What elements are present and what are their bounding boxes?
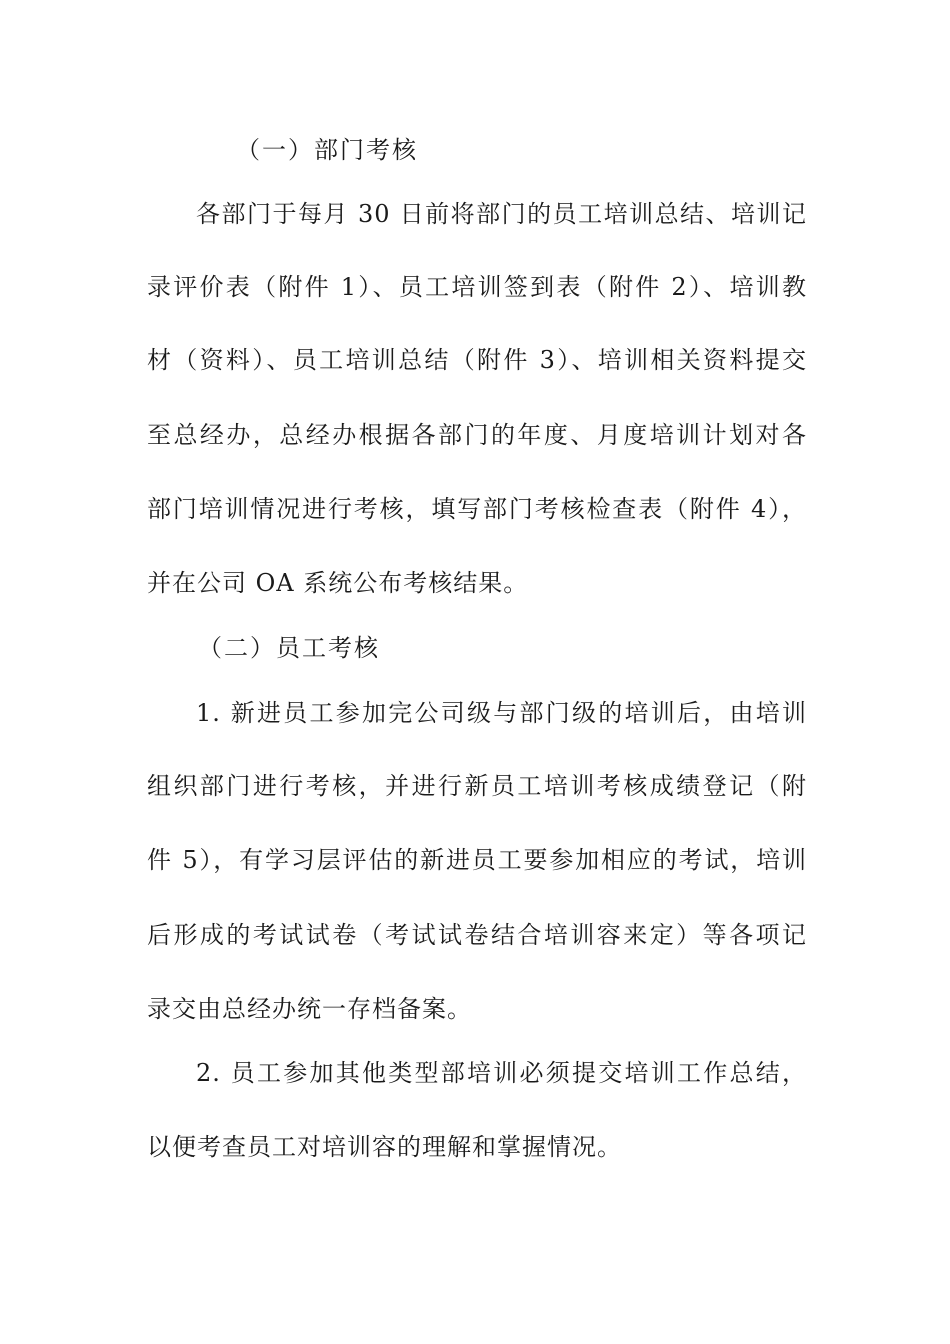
item-one-line: 1. 新进员工参加完公司级与部门级的培训后，由培训 — [196, 699, 807, 727]
item-two-line: 2. 员工参加其他类型部培训必须提交培训工作总结， — [196, 1059, 807, 1087]
item-one-line: 组织部门进行考核，并进行新员工培训考核成绩登记（附 — [147, 772, 807, 800]
section-one-line: 并在公司 OA 系统公布考核结果。 — [147, 569, 529, 597]
item-one-line: 录交由总经办统一存档备案。 — [147, 995, 472, 1023]
section-one-line: 各部门于每月 30 日前将部门的员工培训总结、培训记 — [196, 200, 807, 228]
section-one-line: 录评价表（附件 1）、员工培训签到表（附件 2）、培训教 — [147, 273, 807, 301]
item-one-line: 后形成的考试试卷（考试试卷结合培训容来定）等各项记 — [147, 921, 807, 949]
section-one-line: 材（资料）、员工培训总结（附件 3）、培训相关资料提交 — [147, 346, 807, 374]
section-two-heading: （二）员工考核 — [198, 634, 380, 662]
item-one-line: 件 5），有学习层评估的新进员工要参加相应的考试，培训 — [147, 846, 807, 874]
section-one-line: 至总经办，总经办根据各部门的年度、月度培训计划对各 — [147, 421, 807, 449]
section-one-heading: （一）部门考核 — [236, 136, 418, 164]
section-one-line: 部门培训情况进行考核，填写部门考核检查表（附件 4）， — [147, 495, 807, 523]
item-two-line: 以便考查员工对培训容的理解和掌握情况。 — [147, 1133, 622, 1161]
